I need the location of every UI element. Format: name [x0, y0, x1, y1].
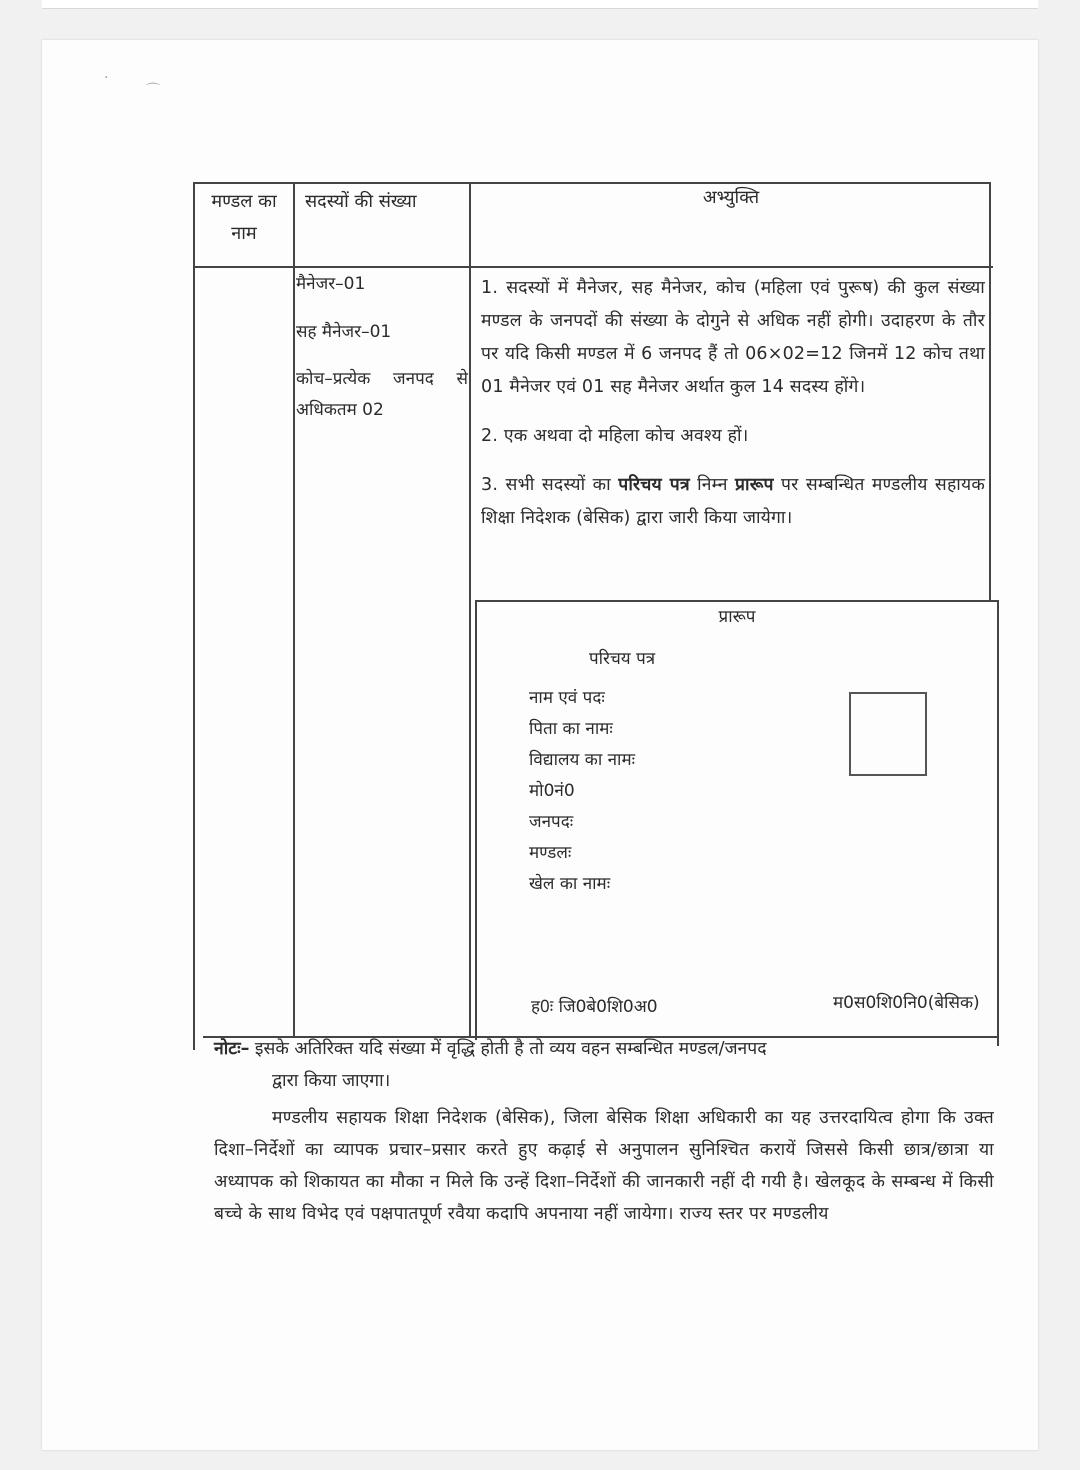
- previous-page-edge: [42, 0, 1038, 9]
- member-coach: कोच–प्रत्येक जनपद से अधिकतम 02: [296, 369, 468, 420]
- signature-assistant-director: म0स0शि0नि0(बेसिक): [833, 993, 980, 1013]
- header-division-name: मण्डल का नाम: [211, 191, 277, 244]
- field-mobile-number: मो0नं0: [529, 781, 575, 801]
- field-sport-name: खेल का नामः: [529, 874, 611, 894]
- field-district: जनपदः: [529, 812, 574, 832]
- team-composition-table: [193, 178, 1039, 1048]
- field-school-name: विद्यालय का नामः: [529, 750, 636, 770]
- note-label: नोटः–: [214, 1039, 250, 1059]
- document-page: [42, 40, 1038, 1450]
- scan-mark: ⌒: [146, 83, 160, 99]
- scan-speck: ·: [104, 70, 109, 86]
- note-line-1: नोटः– इसके अतिरिक्त यदि संख्या में वृद्धि होती है तो व्यय वहन सम्बन्धित मण्डल/जनपद: [214, 1039, 767, 1059]
- note-line-2: द्वारा किया जाएगा।: [272, 1071, 391, 1091]
- note: [214, 1033, 994, 1097]
- id-card-fields: [529, 683, 829, 900]
- member-manager: मैनेजर–01: [296, 274, 366, 294]
- remark-point-2: 2. एक अथवा दो महिला कोच अवश्य हों।: [481, 426, 749, 446]
- id-card-title: परिचय पत्र: [589, 649, 656, 669]
- remark-point-3: 3. सभी सदस्यों का परिचय पत्र निम्न प्रारूप पर सम्बन्धित मण्डलीय सहायक शिक्षा निदेशक (बेसिक) द्वारा जारी किया जायेगा।: [481, 475, 985, 528]
- member-assistant-manager: सह मैनेजर–01: [296, 322, 392, 342]
- header-member-count: सदस्यों की संख्या: [305, 191, 417, 212]
- members-list: [296, 270, 468, 426]
- responsibility-paragraph: मण्डलीय सहायक शिक्षा निदेशक (बेसिक), जिला बेसिक शिक्षा अधिकारी का यह उत्तरदायित्व होगा कि उक्त दिशा–निर्देशों का व्यापक प्रचार–प्रसार करते हुए कढ़ाई से अनुपालन सुनिश्चित करायें जिससे किसी छात्र/छात्रा या अध्यापक को शिकायत का मौका न मिले कि उन्हें दिशा–निर्देशों की जानकारी नहीं दी गयी है। खेलकूद के सम्बन्ध में किसी बच्चे के साथ विभेद एवं पक्षपातपूर्ण रवैया कदापि अपनाया नहीं जायेगा। राज्य स्तर पर मण्डलीय: [214, 1108, 994, 1224]
- format-heading: प्रारूप: [718, 607, 756, 627]
- header-remarks: अभ्युक्ति: [702, 187, 760, 208]
- photo-placeholder: [849, 692, 927, 776]
- field-father-name: पिता का नामः: [529, 719, 613, 739]
- signature-district-officer: ह0ः जि0बे0शि0अ0: [531, 997, 658, 1017]
- format-term: प्रारूप: [735, 475, 774, 495]
- id-card-term: परिचय पत्र: [618, 475, 690, 495]
- field-division: मण्डलः: [529, 843, 572, 863]
- remarks-text: [481, 272, 985, 551]
- field-name-designation: नाम एवं पदः: [529, 688, 605, 708]
- remark-point-1: 1. सदस्यों में मैनेजर, सह मैनेजर, कोच (महिला एवं पुरूष) की कुल संख्या मण्डल के जनपदों की संख्या के दोगुने से अधिक नहीं होगी। उदाहरण के तौर पर यदि किसी मण्डल में 6 जनपद हैं तो 06×02=12 जिनमें 12 कोच तथा 01 मैनेजर एवं 01 सह मैनेजर अर्थात कुल 14 सदस्य होंगे।: [481, 278, 985, 397]
